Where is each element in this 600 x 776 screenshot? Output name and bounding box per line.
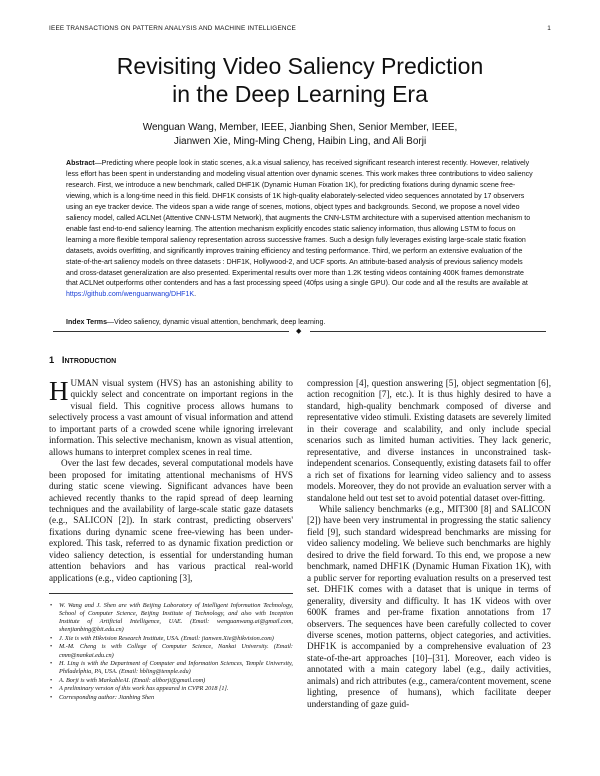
dropcap-lead: UMAN [70, 378, 99, 388]
footnote-item: • A preliminary version of this work has appeared in CVPR 2018 [1]. [49, 685, 293, 693]
index-terms-text: —Video saliency, dynamic visual attention, benchmark, deep learning. [107, 319, 326, 326]
author-list [0, 121, 600, 148]
footnotes [49, 602, 293, 703]
abstract-text: —Predicting where people look in static scenes, a.k.a visual saliency, has received significant research interest recently. However, relatively less effort has been spent in understanding and modeling visual attention over dynamic scenes. This work makes three contributions to video saliency research. First, we introduce a new benchmark, called DHF1K (Dynamic Human Fixation 1K), for predicting fixations during dynamic scene free-viewing, which is a long-time need in this field. DHF1K consists of 1K high-quality elaborately-selected video sequences annotated by 17 observers using an eye tracker device. The videos span a wide range of scenes, motions, object types and backgrounds. Second, we propose a novel video saliency model, called ACLNet (Attentive CNN-LSTM Network), that augments the CNN-LSTM architecture with a supervised attention mechanism to enable fast end-to-end saliency learning. The attention mechanism explicitly encodes static saliency information, thus allowing LSTM to focus on learning a more flexible temporal saliency representation across successive frames. Such a design fully leverages existing large-scale static fixation datasets, avoids overfitting, and significantly improves training efficiency and testing performance. Third, we perform an extensive evaluation of the state-of-the-art saliency models on three datasets : DHF1K, Hollywood-2, and UCF sports. An attribute-based analysis of previous saliency models and cross-dataset generalization are also presented. Experimental results over more than 1.2K testing videos containing 400K frames demonstrate that ACLNet outperforms other contenders and has a fast processing speed (40fps using a single GPU). Our code and all the results are available at [66, 160, 533, 288]
page-number: 1 [547, 25, 551, 32]
authors-line-1: Wenguan Wang, Member, IEEE, Jianbing Shen, Senior Member, IEEE, [142, 122, 458, 133]
abstract [66, 159, 536, 301]
footnote-item: • Corresponding author: Jianbing Shen [49, 694, 293, 702]
intro-paragraph-2: Over the last few decades, several computational models have been proposed for imitating attentional mechanisms of HVS during static scene viewing. Significant advances have been achieved recently thanks to the rapid spread of deep learning techniques and the availability of large-scale static gaze datasets (e.g., SALICON [2]). In stark contrast, predicting observers' fixations during dynamic scene free-viewing has been under-explored. This task, referred to as dynamic fixation prediction or video saliency detection, is essential for understanding human attention behaviors and has various practical real-world applications (e.g., video captioning [3], [49, 458, 293, 583]
running-header [49, 25, 551, 32]
intro-paragraph-1-text: visual system (HVS) has an astonishing ability to quickly select and concentrate on important regions in the visual field. This cognitive process allows humans to selectively process a vast amount of visual information and attend to important parts of a crowded scene while ignoring irrelevant information. This selective mechanism, known as visual attention, allows humans to interpret complex scenes in real time. [49, 378, 293, 457]
title-line-1: Revisiting Video Saliency Prediction [116, 53, 484, 79]
title-line-2: in the Deep Learning Era [172, 81, 428, 107]
authors-line-2: Jianwen Xie, Ming-Ming Cheng, Haibin Ling, and Ali Borji [173, 135, 427, 147]
index-terms-label: Index Terms [66, 319, 107, 326]
footnote-item: • W. Wang and J. Shen are with Beijing Laboratory of Intelligent Information Technology, School of Computer Science, Beijing Institute of Technology, and also with Inception Institute of Artificial Intelligence, UAE. (Email: wenguanwang.ai@gmail.com, shenjianbing@bit.edu.cn) [49, 602, 293, 634]
abstract-end: . [194, 291, 197, 299]
footnote-item: • J. Xie is with Hikvision Research Institute, USA. (Email: jianwen.Xie@hikvision.com) [49, 635, 293, 643]
left-column [49, 378, 293, 584]
abstract-label: Abstract [66, 160, 95, 167]
intro-paragraph-1 [49, 378, 293, 458]
journal-name: IEEE TRANSACTIONS ON PATTERN ANALYSIS AND MACHINE INTELLIGENCE [49, 25, 297, 32]
section-heading [49, 355, 116, 365]
intro-paragraph-4: While saliency benchmarks (e.g., MIT300 [8] and SALICON [2]) have been very instrumental in progressing the static saliency field [9], such standard widespread benchmarks are missing for video saliency modeling. We believe such benchmarks are highly desired to drive the field forward. To this end, we propose a new benchmark, named DHF1K (Dynamic Human Fixation 1K), with a public server for reporting evaluation results on a preserved test set. DHF1K comes with a dataset that is unique in terms of generality, diversity and difficulty. It has 1K videos with over 600K frames and per-frame fixation annotations from 17 observers. The sequences have been carefully collected to cover diverse scenes, motion patterns, object categories, and activities. DHF1K is accompanied by a comprehensive evaluation of 23 state-of-the-art approaches [10]–[31]. Moreover, each video is annotated with a main category label (e.g., daily activities, animals) and rich attributes (e.g., camera/content movement, scene lighting, presence of humans), which facilitate deeper understanding of gaze guid- [307, 503, 551, 709]
intro-paragraph-3: compression [4], question answering [5], object segmentation [6], action recognition [7], etc.). It is thus highly desired to have a standard, high-quality benchmark composed of diverse and representative video stimuli. Existing datasets are severely limited in their coverage and scalability, and only include special scenarios such as limited human activities. They lack generic, representative, and diverse instances in unconstrained task-independent scenarios. Consequently, existing datasets fail to offer a rich set of fixations for learning video saliency and to assess models. Moreover, they do not provide an evaluation server with a standalone held out test set to avoid potential dataset over-fitting. [307, 378, 551, 503]
separator-right [310, 331, 546, 332]
footnote-item: • H. Ling is with the Department of Computer and Information Sciences, Temple University, Philadelphia, PA, USA. (Email: hbling@temple.edu) [49, 660, 293, 676]
right-column [307, 378, 551, 710]
section-title: Introduction [61, 355, 117, 365]
footnote-rule [49, 593, 293, 594]
code-link[interactable]: https://github.com/wenguanwang/DHF1K [66, 291, 195, 299]
separator-left [53, 331, 289, 332]
section-number: 1 [49, 355, 55, 365]
footnote-item: • A. Borji is with MarkableAI. (Email: aliborji@gmail.com) [49, 677, 293, 685]
drop-cap: H [49, 376, 69, 406]
separator-diamond-icon: ◆ [296, 327, 302, 335]
paper-title [0, 52, 600, 108]
footnote-item: • M.-M. Cheng is with College of Computer Science, Nankai University. (Email: cmm@nankai.edu.cn) [49, 643, 293, 659]
